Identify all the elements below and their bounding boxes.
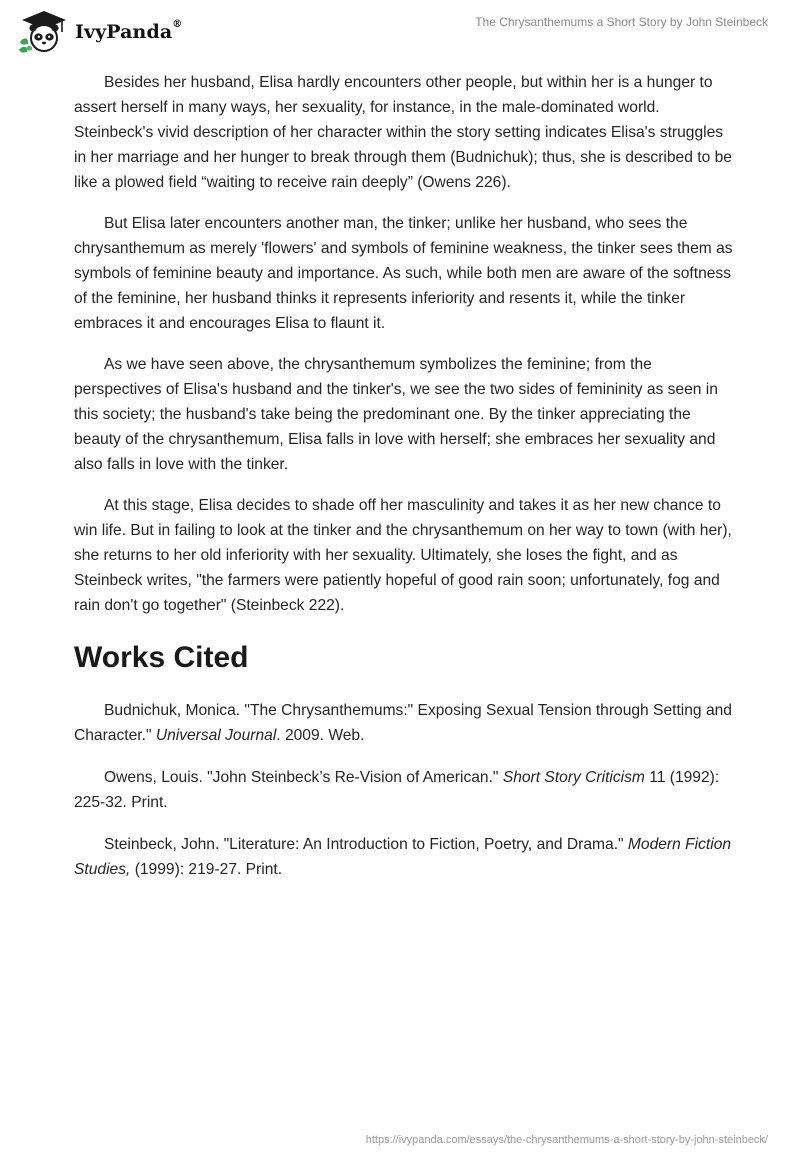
body-paragraph: Besides her husband, Elisa hardly encounters other people, but within her is a hunger to assert herself in many ways, her sexuality, for instance, in the male-dominated world. Steinbeck's vivid description of her character within the story setting indicates Elisa's struggles in her marriage and her hunger to break through them (Budnichuk); thus, she is described to be like a plowed field “waiting to receive rain deeply” (Owens 226).	[74, 74, 732, 191]
citation-entry: Owens, Louis. "John Steinbeck’s Re-Vision of American." Short Story Criticism 11 (1992): 225-32. Print.	[74, 769, 720, 811]
brand-name: IvyPanda®	[75, 19, 183, 43]
document-title: The Chrysanthemums a Short Story by John Steinbeck	[475, 15, 768, 29]
body-paragraph: At this stage, Elisa decides to shade off her masculinity and takes it as her new chance to win life. But in failing to look at the tinker and the chrysanthemum on her way to town (with her), she returns to her old inferiority with her sexuality. Ultimately, she loses the fight, and as Steinbeck writes, "the farmers were patiently hopeful of good rain soon; unfortunately, fog and rain don't go together" (Steinbeck 222).	[74, 497, 732, 614]
citation-entry: Budnichuk, Monica. "The Chrysanthemums:" Exposing Sexual Tension through Setting and Character." Universal Journal. 2009. Web.	[74, 702, 732, 744]
ivypanda-logo[interactable]	[16, 8, 182, 54]
page-header	[0, 0, 800, 60]
body-paragraph: As we have seen above, the chrysanthemum symbolizes the feminine; from the perspectives of Elisa's husband and the tinker's, we see the two sides of femininity as seen in this society; the husband's take being the predominant one. By the tinker appreciating the beauty of the chrysanthemum, Elisa falls in love with herself; she embraces her sexuality and also falls in love with the tinker.	[74, 356, 718, 473]
essay-content	[74, 70, 734, 899]
works-cited-heading: Works Cited	[74, 641, 249, 674]
panda-graduate-icon	[16, 8, 72, 54]
citation-entry: Steinbeck, John. "Literature: An Introduction to Fiction, Poetry, and Drama." Modern Fiction Studies, (1999): 219-27. Print.	[74, 836, 732, 878]
body-paragraph: But Elisa later encounters another man, the tinker; unlike her husband, who sees the chrysanthemum as merely 'flowers' and symbols of feminine weakness, the tinker sees them as symbols of feminine beauty and importance. As such, while both men are aware of the softness of the feminine, her husband thinks it represents inferiority and resents it, while the tinker embraces it and encourages Elisa to flaunt it.	[74, 215, 733, 332]
source-url-link[interactable]: https://ivypanda.com/essays/the-chrysanthemums-a-short-story-by-john-steinbeck/	[365, 1134, 768, 1146]
